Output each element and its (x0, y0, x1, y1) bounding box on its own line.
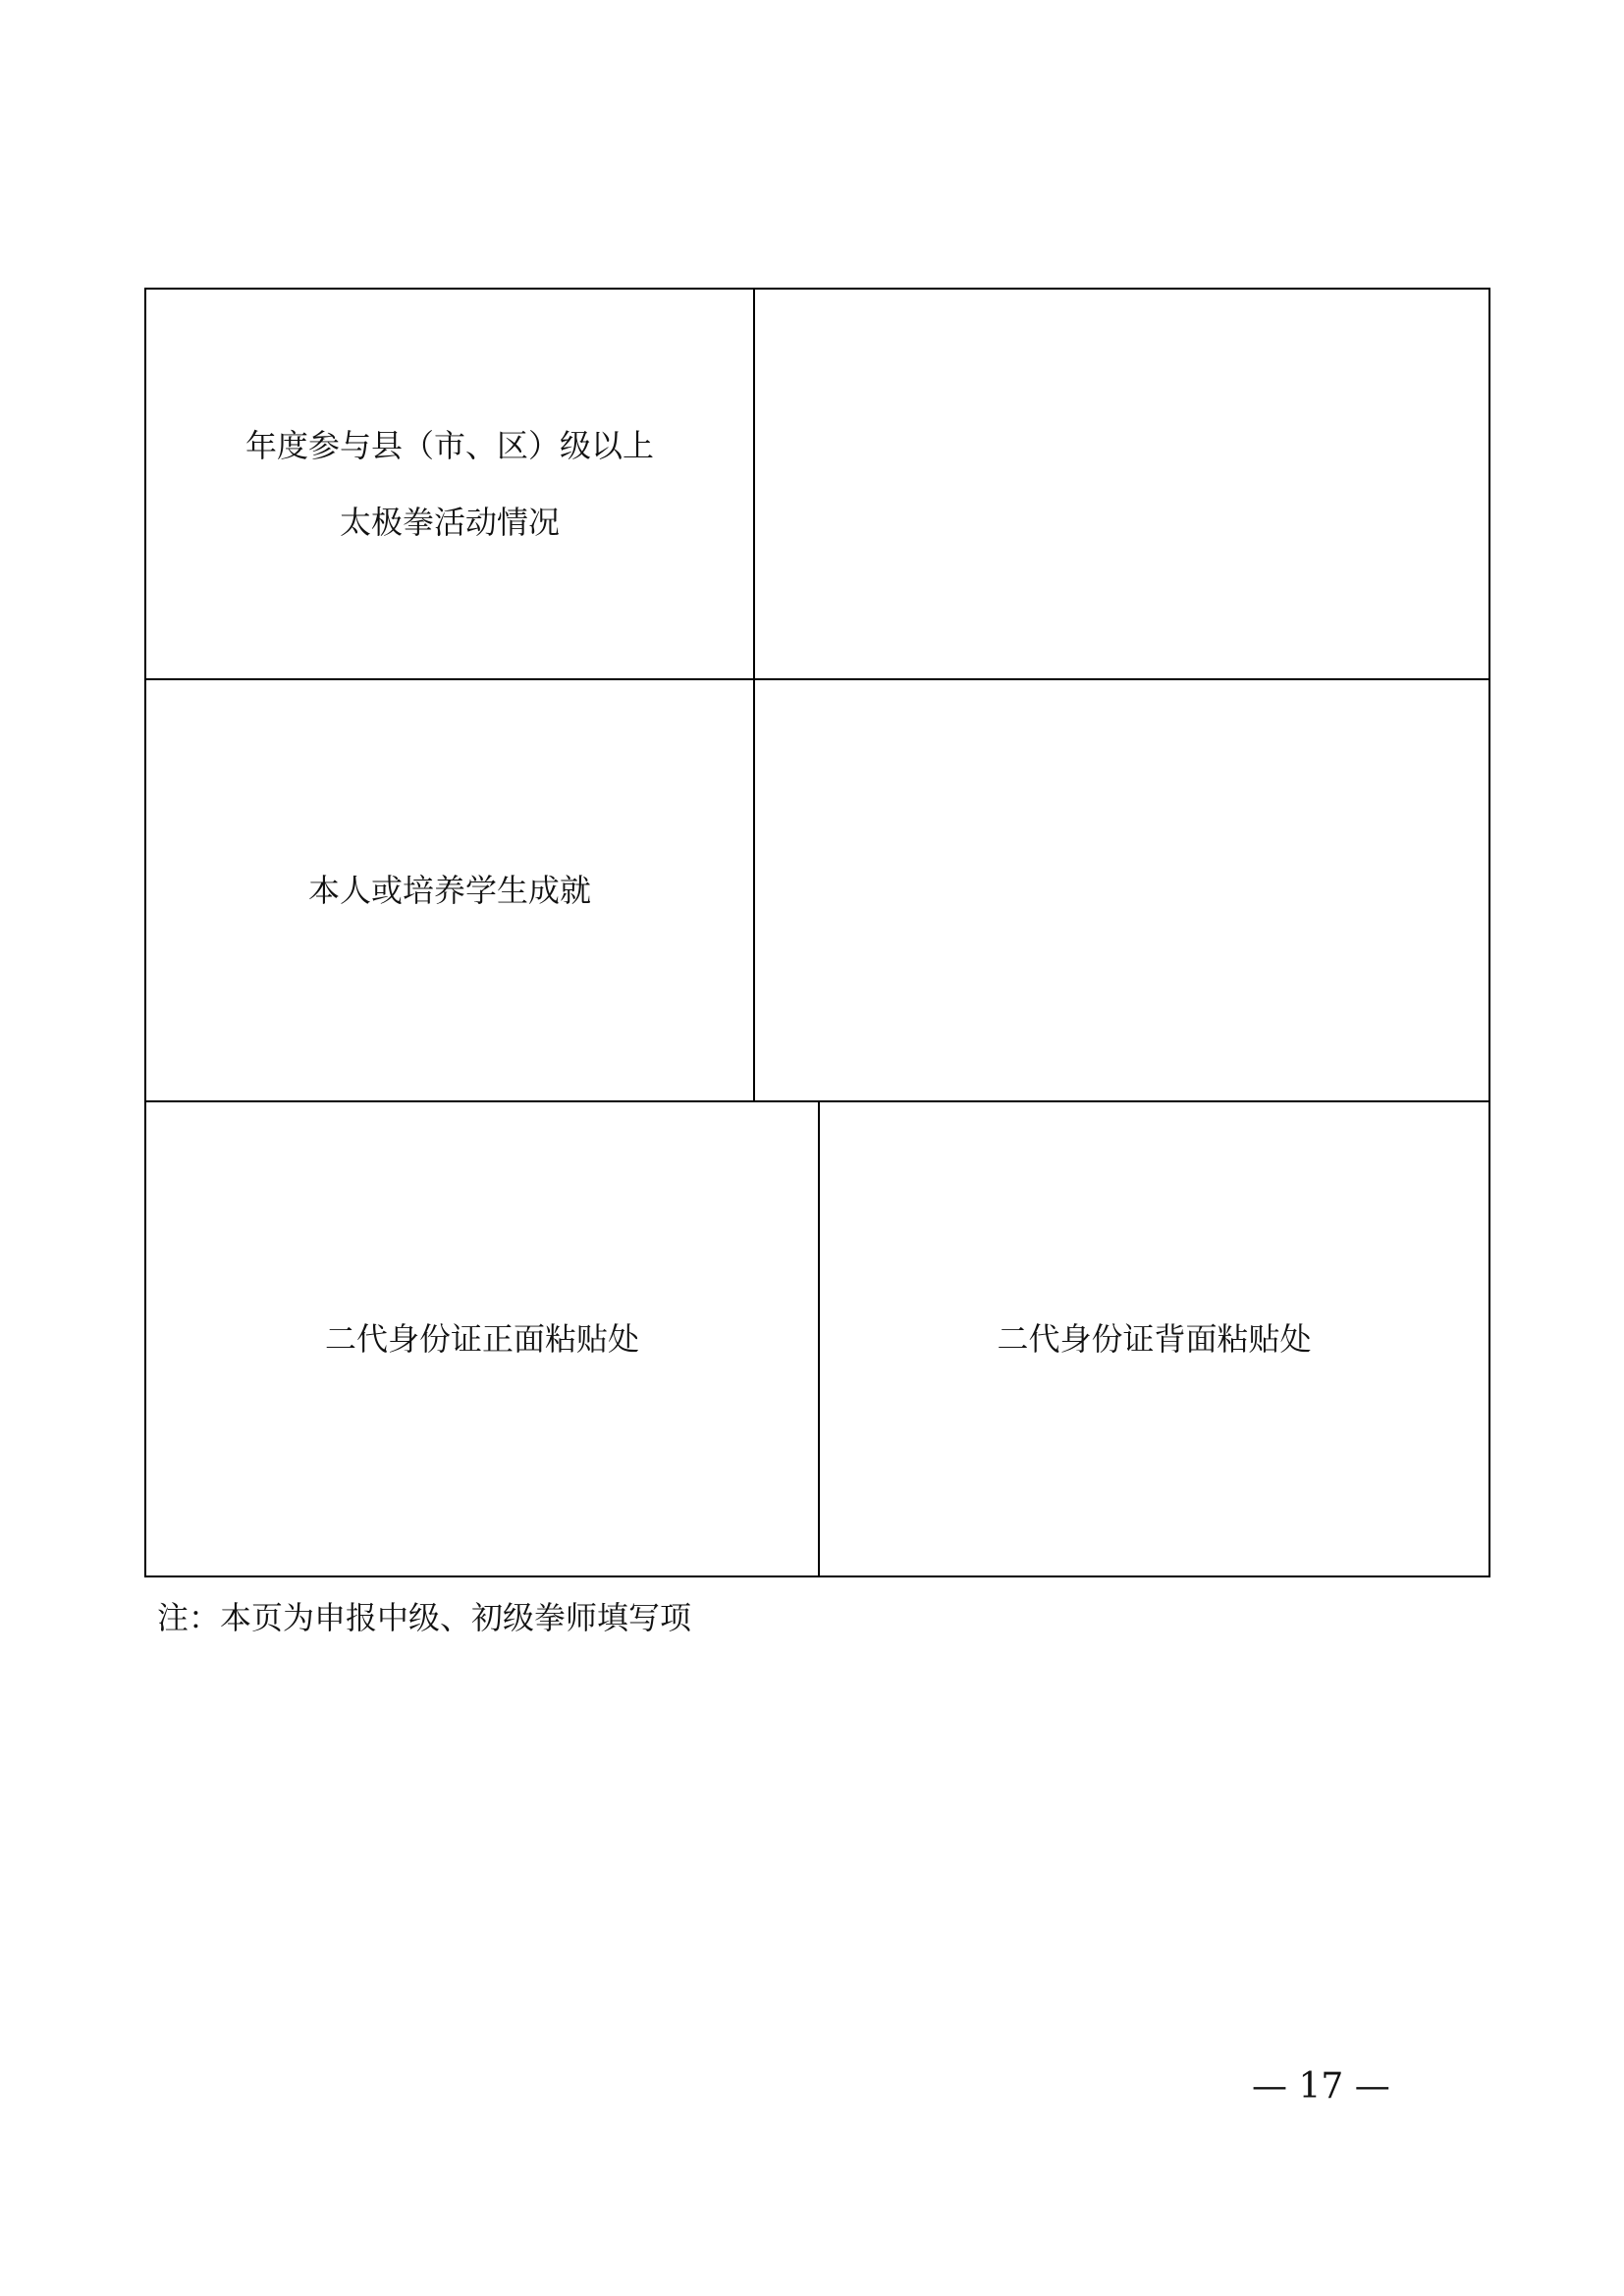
activity-participation-input-cell[interactable] (755, 290, 1489, 678)
id-card-back-paste-area[interactable] (820, 1102, 1489, 1575)
achievements-input-cell[interactable] (755, 680, 1489, 1100)
form-note: 注：本页为申报中级、初级拳师填写项 (157, 1599, 692, 1636)
activity-participation-label-line-1: 年度参与县（市、区）级以上 (244, 427, 654, 464)
activity-participation-row (146, 290, 1489, 680)
activity-participation-label-cell (146, 290, 755, 678)
application-form-table (144, 288, 1490, 1577)
achievements-label-cell (146, 680, 755, 1100)
activity-participation-label-line-2: 太极拳活动情况 (339, 504, 560, 541)
page-number: — 17 — (1252, 2066, 1390, 2107)
id-card-front-paste-area[interactable] (146, 1102, 820, 1575)
id-card-back-label: 二代身份证背面粘贴处 (997, 1320, 1312, 1358)
id-card-front-label: 二代身份证正面粘贴处 (324, 1320, 639, 1358)
id-card-row (146, 1102, 1489, 1575)
achievements-row (146, 680, 1489, 1102)
achievements-label: 本人或培养学生成就 (307, 872, 591, 909)
activity-participation-label (244, 427, 654, 541)
